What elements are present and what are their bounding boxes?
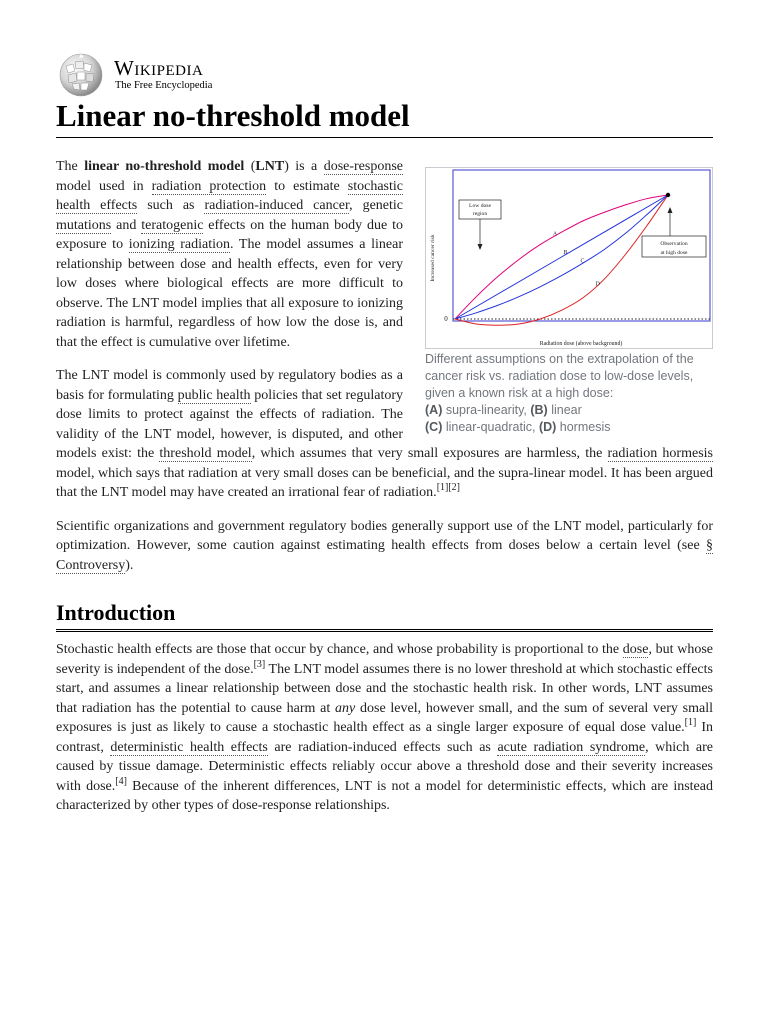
link-deterministic-health-effects[interactable]: deterministic health effects [110, 739, 268, 755]
tagline: The Free Encyclopedia [115, 80, 213, 91]
text: , which are caused by tissue damage. Deterministic effects reliably occur above a threshold dose and their severity increases with dose. [56, 739, 713, 794]
text: Scientific organizations and government regulatory bodies generally support use of the LNT model, particularly for optimization. However, some caution against estimating health effects from doses below a certain level (see [56, 518, 713, 553]
lnt-chart[interactable] [425, 167, 713, 349]
citation-ref[interactable]: [4] [115, 775, 127, 787]
text: are radiation-induced effects such as [267, 739, 498, 755]
wordmark: Wikipedia [114, 56, 204, 80]
low-dose-label-1: Low dose [469, 203, 491, 209]
text: , genetic [349, 198, 404, 213]
caption-key-b: (B) [530, 403, 548, 417]
caption-label-d: hormesis [556, 420, 611, 434]
text: ). [125, 557, 134, 573]
text: model used in [56, 178, 152, 194]
text: Stochastic health effects are those that occur by chance, and whose probability is proportional to the [56, 642, 623, 657]
link-mutations[interactable]: mutations [56, 217, 112, 233]
caption-label-a: supra-linearity, [442, 403, 531, 417]
link-radiation-protection[interactable]: radiation protection [151, 178, 267, 194]
series-label-b: B [563, 250, 568, 256]
text: dose level, however small, and the sum of several very small exposures is just as likely to cause a stochastic health effect as a single larger exposure of equal dose value. [56, 700, 713, 735]
bold-term: linear no-threshold model [84, 159, 245, 174]
caption-text: Different assumptions on the extrapolation of the cancer risk vs. radiation dose to low-dose levels, given a known risk at a high dose: [425, 352, 694, 400]
link-radiation-induced-cancer[interactable]: radiation-induced cancer [204, 198, 350, 213]
series-label-c: C [580, 258, 585, 265]
caption-key-c: (C) [425, 420, 443, 434]
page-title: Linear no-threshold model [56, 96, 713, 138]
link-radiation-hormesis[interactable]: radiation hormesis [607, 446, 713, 461]
italic-emphasis: any [335, 700, 356, 716]
article-body [56, 157, 713, 830]
series-label-a: A [552, 231, 558, 238]
citation-ref[interactable]: [1][2] [436, 482, 461, 493]
text: , which assumes that very small exposures are harmless, the [251, 446, 608, 461]
y-axis-label: Increased cancer risk [430, 234, 436, 282]
text: ( [244, 159, 256, 174]
citation-ref[interactable]: [1] [684, 717, 697, 728]
series-labels [553, 231, 601, 287]
text: The LNT model assumes there is no lower threshold at which stochastic effects start, and assumes a linear relationship between dose and the stochastic health risk. In other words, LNT assumes that radiation has the potential to cause harm at [56, 661, 713, 716]
link-dose-response[interactable]: dose-response [323, 159, 403, 174]
bold-abbr: LNT [255, 159, 285, 174]
link-acute-radiation-syndrome[interactable]: acute radiation syndrome [497, 739, 646, 755]
x-axis-label: Radiation dose (above background) [539, 341, 623, 347]
figure-caption [425, 351, 713, 436]
text: ) is a [284, 159, 324, 174]
link-public-health[interactable]: public health [177, 387, 251, 403]
link-threshold-model[interactable]: threshold model [159, 446, 252, 461]
text: The [56, 159, 85, 174]
text: to estimate [266, 178, 348, 194]
text: and [111, 217, 142, 233]
observation-point [666, 193, 670, 197]
figure-thumbnail [425, 167, 713, 436]
low-dose-arrowhead [478, 244, 483, 250]
wikipedia-globe-icon [56, 52, 106, 98]
link-ionizing-radiation[interactable]: ionizing radiation [128, 237, 231, 252]
introduction-paragraph-1 [56, 640, 713, 816]
text: such as [137, 198, 205, 213]
link-teratogenic[interactable]: teratogenic [141, 217, 204, 233]
caption-key-d: (D) [538, 420, 557, 434]
text: model, which says that radiation at very small doses can be beneficial, and the supra-linear model. It has been argued that the LNT model may have created an irrational fear of radiation. [56, 465, 713, 500]
caption-label-b: linear [547, 403, 582, 417]
text: . The model assumes a linear relationship between dose and health effects, even for very low doses where biological effects are more difficult to observe. The LNT model implies that all exposure to ionizing radiation is harmful, regardless of how low the dose is, and that the effect is cumulative over lifetime. [56, 237, 403, 350]
text: policies that set regulatory dose limits to protect against the effects of radiation. The validity of the LNT model, however, is disputed, and other models exist: the [56, 387, 403, 461]
observation-label-2: at high dose [660, 250, 688, 256]
citation-ref[interactable]: [3] [253, 658, 266, 670]
low-dose-label-2: region [472, 211, 488, 217]
link-dose[interactable]: dose [622, 642, 649, 657]
text: The LNT model is commonly used by regulatory bodies as a basis for formulating [56, 368, 403, 403]
lead-paragraph-3 [56, 517, 713, 576]
series-label-d: D [595, 281, 600, 288]
text: In contrast, [56, 720, 713, 755]
link-controversy-section[interactable]: § Controversy [56, 538, 713, 573]
wikipedia-logo[interactable] [56, 52, 356, 98]
caption-label-c: linear-quadratic, [442, 420, 539, 434]
section-heading-introduction: Introduction [56, 599, 713, 632]
text: Because of the inherent differences, LNT is not a model for deterministic effects, which are instead characterized by other types of dose-response relationships. [56, 778, 713, 813]
y-origin-label: 0 [444, 315, 448, 323]
text: effects on the human body due to exposure to [56, 217, 403, 252]
caption-key-a: (A) [425, 403, 443, 417]
text: , but whose severity is independent of the dose. [56, 642, 713, 677]
observation-label-1: Observation [660, 241, 688, 247]
observation-arrowhead [668, 207, 673, 213]
link-stochastic-health-effects[interactable]: stochastic health effects [56, 178, 403, 213]
